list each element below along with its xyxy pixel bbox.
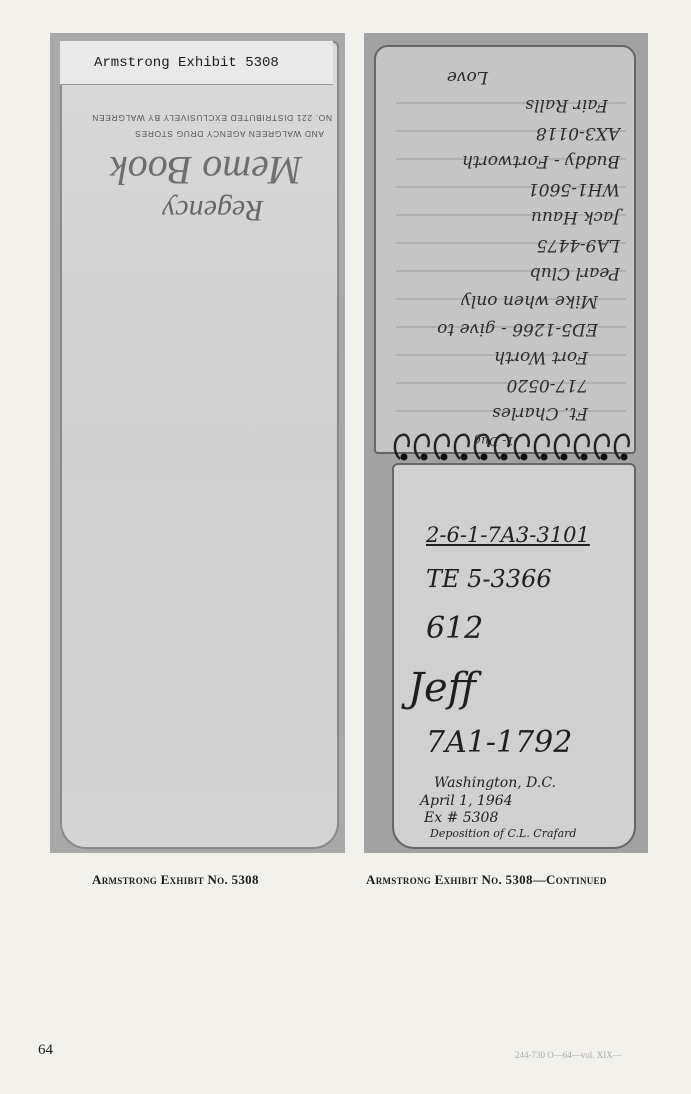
cover-printer-line-2: AND WALGREEN AGENCY DRUG STORES (134, 129, 324, 139)
left-exhibit-photo (50, 33, 345, 853)
page-number: 64 (38, 1042, 53, 1058)
right-exhibit-photo (364, 33, 648, 853)
cover-printer-line-1: NO. 221 DISTRIBUTED EXCLUSIVELY BY WALGREEN (91, 113, 332, 123)
upper-page-notes (398, 67, 628, 455)
note-line: Buddy - Fortworth (461, 151, 620, 171)
caption-left: Armstrong Exhibit No. 5308 (92, 872, 259, 887)
exhibit-tag-label: Armstrong Exhibit 5308 (60, 41, 333, 85)
note-line: Jeff (408, 665, 477, 711)
note-line: 612 (426, 611, 484, 646)
note-line: Fair Ralls (525, 95, 608, 115)
note-line: Pearl Club (529, 263, 620, 283)
note-line: Love (446, 67, 488, 87)
memo-book-cover (60, 41, 339, 849)
cover-title: Memo Book (110, 148, 303, 193)
note-line: -1- Dug (473, 434, 518, 448)
note-line: 7A1-1792 (426, 725, 573, 760)
note-line: WH1-5601 (527, 179, 620, 199)
note-line: Washington, D.C. (434, 775, 556, 791)
cover-brand: Regency (162, 194, 264, 227)
note-line: Ex # 5308 (424, 810, 499, 826)
note-line: 2-6-1-7A3-3101 (426, 523, 590, 547)
note-line: Deposition of C.L. Crafard (430, 827, 577, 840)
note-line: April 1, 1964 (420, 793, 513, 809)
note-line: LA9-4475 (536, 235, 620, 255)
note-line: Jack Hauu (530, 207, 620, 227)
spiral-binding-icon (390, 429, 634, 463)
notebook-lower-page (392, 463, 636, 849)
note-line: Fort Worth (494, 347, 588, 367)
caption-right: Armstrong Exhibit No. 5308—Continued (366, 872, 607, 887)
note-line: AX3-0118 (535, 123, 620, 143)
note-line: TE 5-3366 (426, 565, 552, 593)
note-line: 717-0520 (506, 375, 588, 395)
notebook-upper-page (374, 45, 636, 454)
note-line: Mike when only (461, 291, 598, 311)
note-line: Ft. Charles (492, 403, 588, 423)
print-code: 244-730 O—64—vol. XIX— (515, 1050, 622, 1060)
note-line: ED5-1266 - give to (437, 319, 598, 339)
